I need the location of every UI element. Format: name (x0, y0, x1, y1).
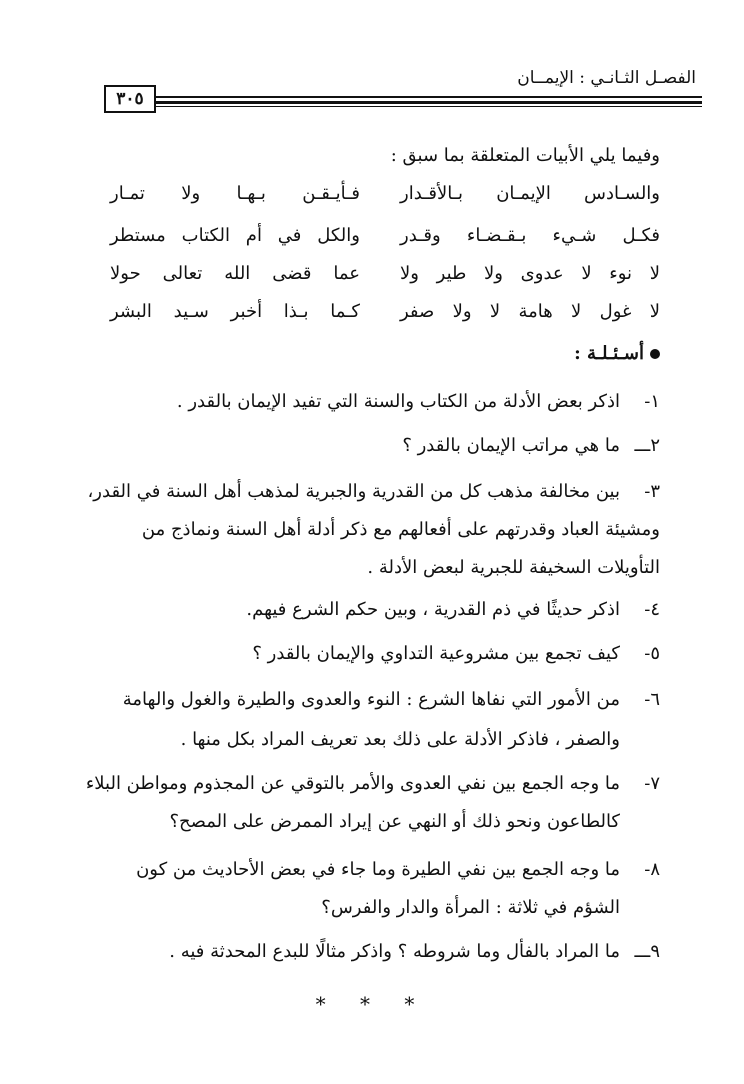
question-line: ومشيئة العباد وقدرتهم على أفعالهم مع ذكر أدلة أهل السنة ونماذج من (141, 519, 660, 540)
header-rule (155, 106, 702, 107)
intro-line: وفيما يلي الأبيات المتعلقة بما سبق : (390, 145, 660, 166)
verse-left: فـأيـقـن بـهـا ولا تمـار (110, 183, 360, 204)
page-number: ٣٠٥ (104, 85, 156, 113)
verse-left: كـما بـذا أخبر سـيد البشر (110, 301, 360, 322)
question-line: التأويلات السخيفة للجبرية لبعض الأدلة . (367, 557, 660, 578)
question-number: ٦- (644, 689, 660, 710)
question-number: ٣- (644, 481, 660, 502)
bullet-icon (650, 349, 660, 359)
question-line: كيف تجمع بين مشروعية التداوي والإيمان بالقدر ؟ (252, 643, 620, 664)
header-rule (155, 96, 702, 98)
verse-right: لا غول لا هامة لا ولا صفر (400, 301, 660, 322)
question-line: اذكر حديثًا في ذم القدرية ، وبين حكم الشرع فيهم. (246, 599, 620, 620)
question-line: ما المراد بالفأل وما شروطه ؟ واذكر مثالًا للبدع المحدثة فيه . (169, 941, 620, 962)
section-separator: * * * (315, 992, 429, 1016)
question-number: ١- (644, 391, 660, 412)
question-number: ٢ـــ (634, 435, 660, 456)
question-line: الشؤم في ثلاثة : المرأة والدار والفرس؟ (321, 897, 620, 918)
question-line: والصفر ، فاذكر الأدلة على ذلك بعد تعريف المراد بكل منها . (180, 729, 620, 750)
question-line: من الأمور التي نفاها الشرع : النوء والعدوى والطيرة والغول والهامة (122, 689, 620, 710)
question-line: بين مخالفة مذهب كل من القدرية والجبرية لمذهب أهل السنة في القدر، (87, 481, 620, 502)
verse-left: والكل في أم الكتاب مستطر (110, 225, 360, 246)
question-line: كالطاعون ونحو ذلك أو النهي عن إيراد الممرض على المصح؟ (169, 811, 620, 832)
question-number: ٥- (644, 643, 660, 664)
verse-right: والسـادس الإيمـان بـالأقـدار (400, 183, 660, 204)
question-line: ما هي مراتب الإيمان بالقدر ؟ (402, 435, 620, 456)
header-rule (155, 101, 702, 104)
chapter-title: الفصـل الثـانـي : الإيمــان (517, 68, 696, 88)
question-line: ما وجه الجمع بين نفي العدوى والأمر بالتوقي عن المجذوم ومواطن البلاء (85, 773, 620, 794)
verse-left: عما قضى الله تعالى حولا (110, 263, 360, 284)
question-number: ٤- (644, 599, 660, 620)
verse-right: فكـل شـيء بـقـضـاء وقـدر (400, 225, 660, 246)
verse-right: لا نوء لا عدوى ولا طير ولا (400, 263, 660, 284)
question-number: ٧- (644, 773, 660, 794)
questions-heading-text: أسـئـلـة : (574, 343, 644, 364)
question-line: ما وجه الجمع بين نفي الطيرة وما جاء في بعض الأحاديث من كون (136, 859, 620, 880)
question-number: ٨- (644, 859, 660, 880)
question-line: اذكر بعض الأدلة من الكتاب والسنة التي تفيد الإيمان بالقدر . (176, 391, 620, 412)
questions-heading (574, 343, 660, 364)
question-number: ٩ـــ (634, 941, 660, 962)
